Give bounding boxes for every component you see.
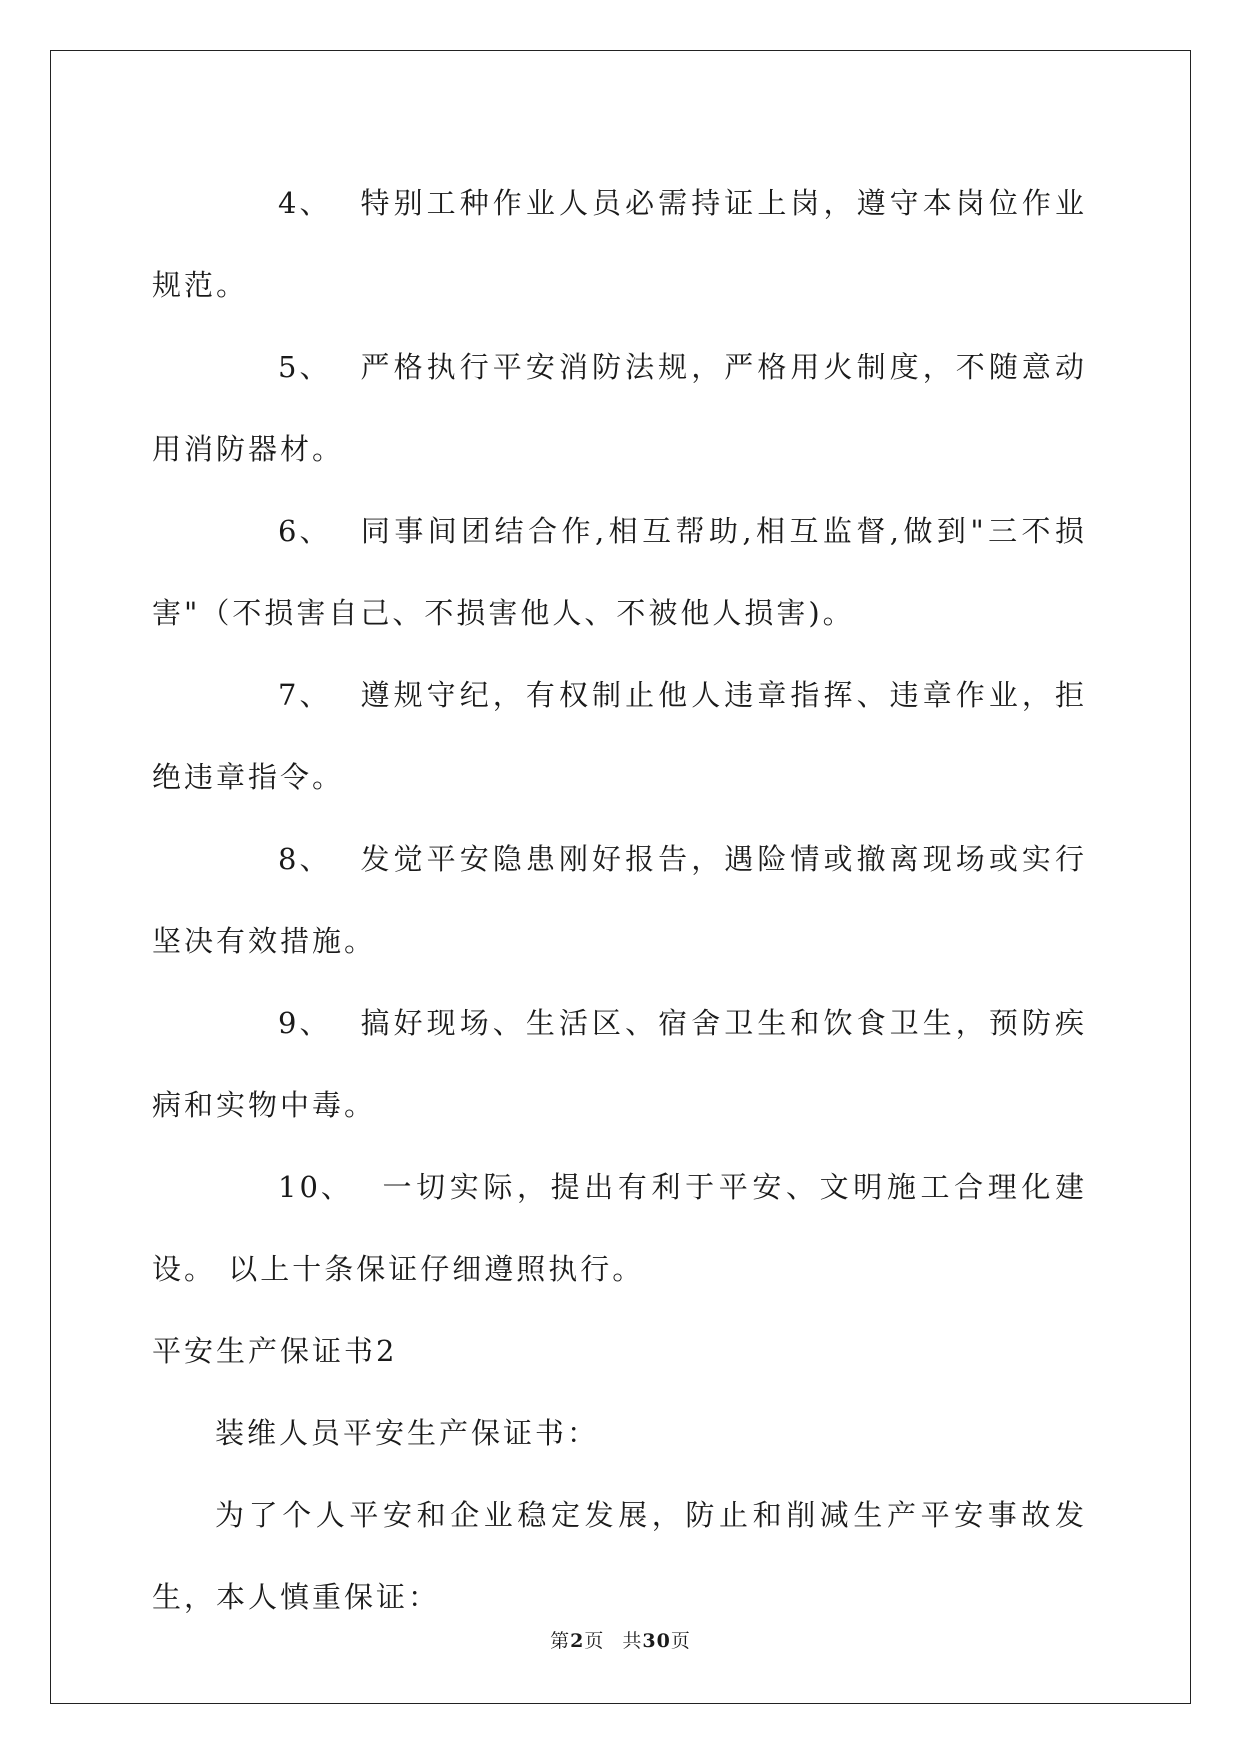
list-item	[152, 326, 1087, 490]
section-heading: 平安生产保证书2	[152, 1334, 398, 1368]
item-text: 一切实际，提出有利于平安、文明施工合理化建设。 以上十条保证仔细遵照执行。	[152, 1170, 1087, 1286]
page-total: 30	[642, 1630, 671, 1652]
list-item	[152, 982, 1087, 1146]
list-item	[152, 654, 1087, 818]
salutation: 装维人员平安生产保证书：	[215, 1416, 600, 1450]
item-number: 10、	[278, 1170, 353, 1204]
page-suffix: 页	[584, 1630, 605, 1652]
item-number: 4、	[278, 186, 332, 220]
total-prefix: 共	[622, 1630, 643, 1652]
item-text: 遵规守纪，有权制止他人违章指挥、违章作业，拒绝违章指令。	[152, 678, 1087, 794]
item-text: 同事间团结合作,相互帮助,相互监督,做到"三不损害"（不损害自己、不损害他人、不被他人损害)。	[152, 514, 1087, 630]
list-item	[152, 162, 1087, 326]
intro-paragraph: 为了个人平安和企业稳定发展，防止和削减生产平安事故发生，本人慎重保证：	[152, 1498, 1087, 1614]
page-prefix: 第	[550, 1630, 571, 1652]
item-number: 7、	[278, 678, 332, 712]
item-number: 9、	[278, 1006, 332, 1040]
document-body	[152, 162, 1087, 1638]
item-number: 8、	[278, 842, 332, 876]
item-number: 5、	[278, 350, 332, 384]
page-footer	[0, 1626, 1241, 1653]
item-text: 特别工种作业人员必需持证上岗，遵守本岗位作业规范。	[152, 186, 1087, 302]
list-item	[152, 818, 1087, 982]
page-current: 2	[570, 1630, 585, 1652]
item-text: 严格执行平安消防法规，严格用火制度，不随意动用消防器材。	[152, 350, 1087, 466]
item-text: 发觉平安隐患刚好报告，遇险情或撤离现场或实行坚决有效措施。	[152, 842, 1087, 958]
item-number: 6、	[278, 514, 332, 548]
list-item	[152, 1146, 1087, 1310]
item-text: 搞好现场、生活区、宿舍卫生和饮食卫生，预防疾病和实物中毒。	[152, 1006, 1087, 1122]
total-suffix: 页	[670, 1630, 691, 1652]
list-item	[152, 490, 1087, 654]
